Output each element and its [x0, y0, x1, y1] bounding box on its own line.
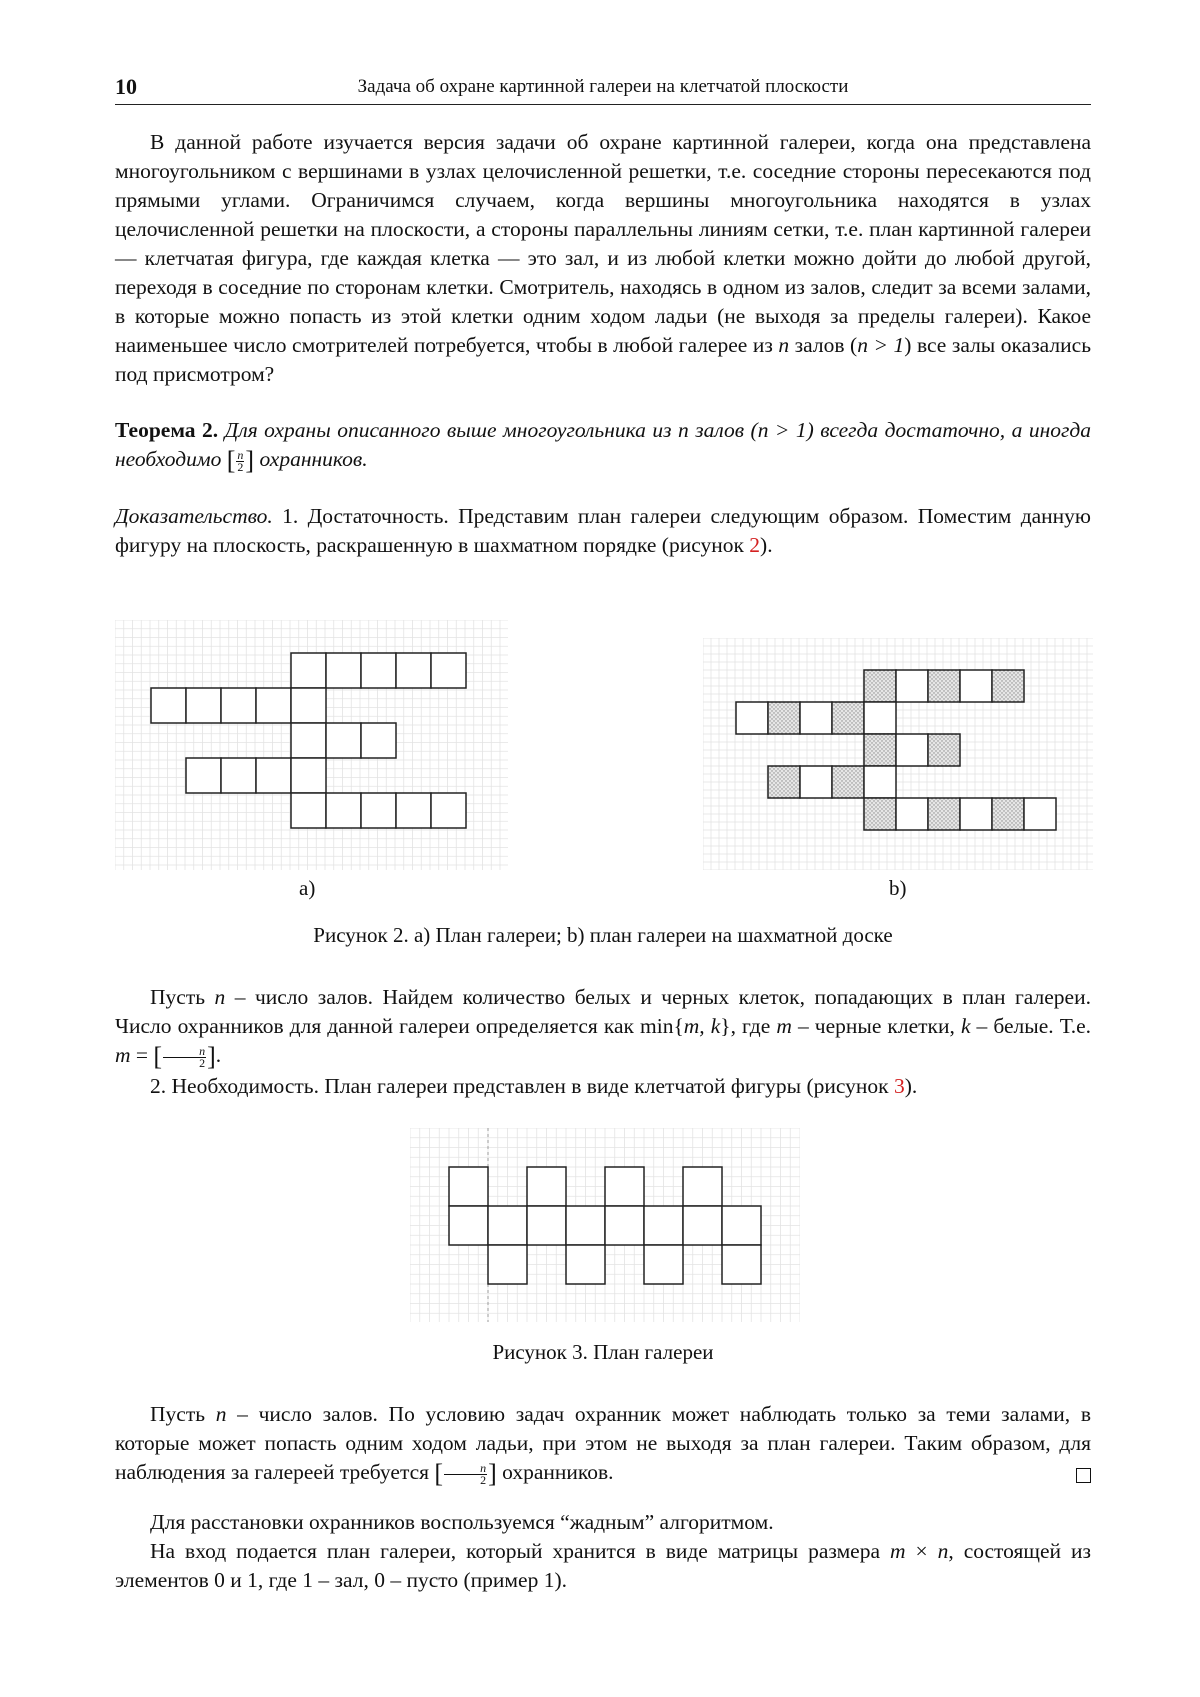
gallery-cell — [683, 1167, 722, 1206]
black-cell — [864, 798, 896, 830]
gallery-cell — [326, 793, 361, 828]
gallery-cell — [221, 758, 256, 793]
gallery-cell — [396, 653, 431, 688]
gallery-cell — [960, 670, 992, 702]
proof-label: Доказательство. — [115, 504, 273, 528]
gallery-cell — [256, 758, 291, 793]
gallery-cell — [896, 798, 928, 830]
gallery-cell — [326, 723, 361, 758]
black-cell — [992, 798, 1024, 830]
black-cell — [832, 702, 864, 734]
paragraph-necessity: 2. Необходимость. План галереи представлен в виде клетчатой фигуры (рисунок 3). — [150, 1074, 918, 1098]
gallery-cell — [896, 670, 928, 702]
paragraph-count: Пусть n – число залов. Найдем количество белых и черных клеток, попадающих в план галереи. Число охранников для данной галереи определяется как min{m, k}, где m – черные клетки, k – белые. Т.е. m = [ $\frac{n}{2}$ ]. — [115, 985, 1091, 1072]
gallery-cell — [326, 653, 361, 688]
gallery-cell — [864, 702, 896, 734]
gallery-cell — [431, 793, 466, 828]
black-cell — [928, 734, 960, 766]
fraction: $\frac{n}{2}$ — [162, 1046, 207, 1069]
gallery-cell — [396, 793, 431, 828]
theorem-2: Теорема 2. Для охраны описанного выше многоугольника из n залов (n > 1) всегда достаточно, а иногда необходимо [ $\frac{n}{2}$ ] охранников. — [115, 418, 1092, 476]
gallery-cell — [722, 1206, 761, 1245]
gallery-cell — [291, 758, 326, 793]
gallery-cell — [1024, 798, 1056, 830]
gallery-cell — [864, 766, 896, 798]
gallery-cell — [186, 688, 221, 723]
gallery-cell — [291, 688, 326, 723]
gallery-cell — [449, 1167, 488, 1206]
figure-3-gallery-plan — [410, 1128, 800, 1322]
gallery-cell — [291, 723, 326, 758]
gallery-cell — [488, 1245, 527, 1284]
gallery-cell — [361, 723, 396, 758]
gallery-cell — [566, 1206, 605, 1245]
figure-ref-3[interactable]: 3 — [894, 1074, 905, 1098]
paragraph-conclusion: Пусть n – число залов. По условию задач охранник может наблюдать только за теми залами, в которые может попасть одним ходом ладьи, при этом не выходя за план галереи. Таким образом, для наблюдения за галереей требуется [ $\frac{n}{2}$ ] охранников. — [115, 1402, 1091, 1489]
intro-paragraph: В данной работе изучается версия задачи об охране картинной галереи, когда она представлена многоугольником с вершинами в узлах целочисленной решетки, т.е. соседние стороны пересекаются под прямыми углами. Ограничимся случаем, когда вершины многоугольника находятся в узлах целочисленной решетки на плоскости, а стороны параллельны линиям сетки, т.е. план картинной галереи — клетчатая фигура, где каждая клетка — это зал, и из любой клетки можно дойти до любой другой, переходя в соседние по сторонам клетки. Смотритель, находясь в одном из залов, следит за всеми залами, в которые можно попасть из этой клетки одним ходом ладьи (не выходя за пределы галереи). Какое наименьшее число смотрителей потребуется, чтобы в любой галерее из n залов (n > 1) все залы оказались под присмотром? — [115, 130, 1091, 386]
gallery-cell — [644, 1245, 683, 1284]
gallery-cell — [291, 793, 326, 828]
proof-paragraph: Доказательство. 1. Достаточность. Представим план галереи следующим образом. Поместим данную фигуру на плоскость, раскрашенную в шахматном порядке (рисунок 2). — [115, 504, 1091, 557]
gallery-cell — [896, 734, 928, 766]
black-cell — [832, 766, 864, 798]
figure-2b-chessboard-plan — [703, 638, 1093, 870]
gallery-cell — [683, 1206, 722, 1245]
gallery-cell — [722, 1245, 761, 1284]
running-title: Задача об охране картинной галереи на клетчатой плоскости — [357, 76, 849, 97]
gallery-cell — [800, 702, 832, 734]
gallery-cell — [449, 1206, 488, 1245]
black-cell — [928, 798, 960, 830]
gallery-cell — [186, 758, 221, 793]
black-cell — [864, 670, 896, 702]
gallery-cell — [605, 1167, 644, 1206]
figure-3-caption: Рисунок 3. План галереи — [492, 1340, 714, 1364]
figure-ref-2[interactable]: 2 — [749, 533, 761, 557]
theorem-label: Теорема 2. — [115, 418, 219, 442]
gallery-cell — [256, 688, 291, 723]
page-header — [115, 74, 1091, 105]
black-cell — [864, 734, 896, 766]
black-cell — [928, 670, 960, 702]
gallery-cell — [736, 702, 768, 734]
gallery-cell — [431, 653, 466, 688]
gallery-cell — [566, 1245, 605, 1284]
figure-2-caption: Рисунок 2. a) План галереи; b) план галереи на шахматной доске — [313, 923, 893, 947]
gallery-cell — [960, 798, 992, 830]
figure-2a-gallery-plan — [115, 620, 508, 870]
gallery-cell — [151, 688, 186, 723]
black-cell — [992, 670, 1024, 702]
black-cell — [768, 702, 800, 734]
subfigure-label-b: b) — [889, 876, 907, 900]
gallery-cell — [800, 766, 832, 798]
gallery-cell — [644, 1206, 683, 1245]
gallery-cell — [488, 1206, 527, 1245]
gallery-cell — [361, 653, 396, 688]
subfigure-label-a: a) — [299, 876, 316, 900]
page-number: 10 — [115, 74, 137, 99]
qed-square-icon — [1076, 1468, 1091, 1483]
paragraph-greedy: Для расстановки охранников воспользуемся “жадным” алгоритмом. — [150, 1510, 774, 1534]
gallery-cell — [221, 688, 256, 723]
fraction: $\frac{n}{2}$ — [443, 1463, 488, 1486]
paragraph-input: На вход подается план галереи, который хранится в виде матрицы размера m × n, состоящей из элементов 0 и 1, где 1 – зал, 0 – пусто (пример 1). — [115, 1539, 1091, 1592]
gallery-cell — [291, 653, 326, 688]
fraction: $\frac{n}{2}$ — [237, 447, 244, 474]
gallery-cell — [527, 1167, 566, 1206]
gallery-cell — [605, 1206, 644, 1245]
black-cell — [768, 766, 800, 798]
gallery-cell — [361, 793, 396, 828]
gallery-cell — [527, 1206, 566, 1245]
